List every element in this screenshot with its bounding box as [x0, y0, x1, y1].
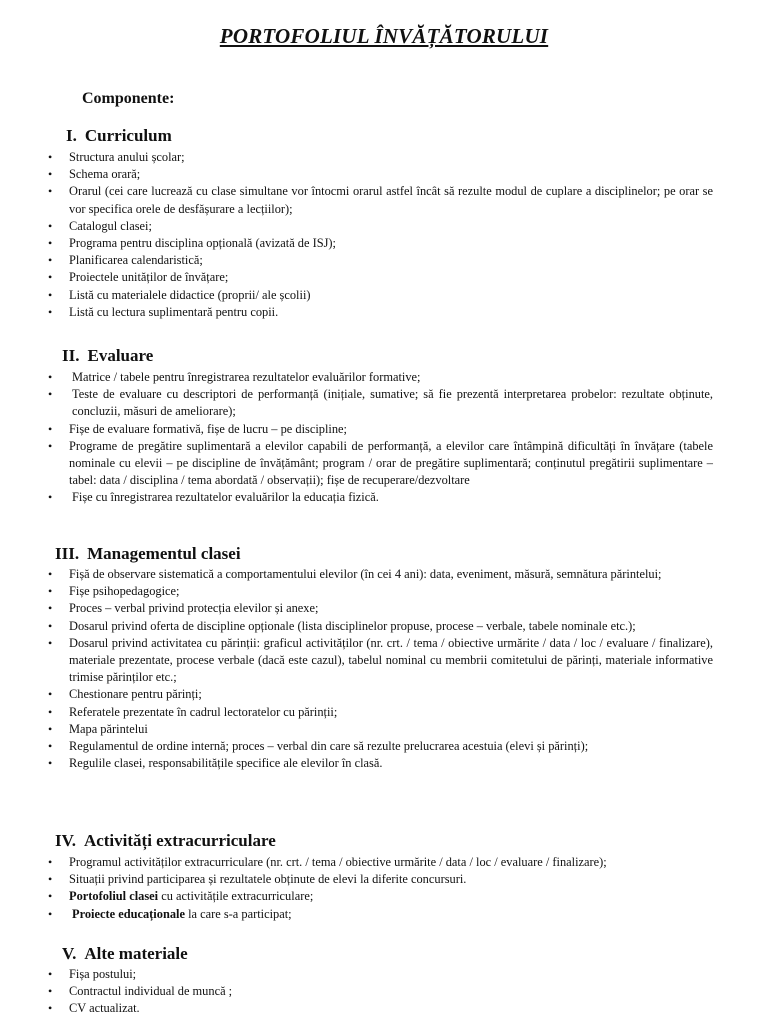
- section-heading-activitati-extracurriculare: [55, 831, 276, 851]
- list-item: • Dosarul privind activitatea cu părinții: graficul activităților (nr. crt. / tema / obiective urmărite / data / loc / evaluare / finalizare), materiale prezentate, procese verbale (dacă este cazul), tabelul nominal cu membrii comitetului de părinți, materiale informative trimise părinților etc.;: [48, 635, 713, 687]
- list-item: • CV actualizat.: [48, 1000, 713, 1017]
- section-title: Alte materiale: [84, 944, 188, 963]
- list-item: • Planificarea calendaristică;: [48, 252, 713, 269]
- section-title: Activități extracurriculare: [83, 831, 276, 850]
- section-heading-curriculum: [66, 126, 172, 146]
- list-item: • Fișe cu înregistrarea rezultatelor evaluărilor la educația fizică.: [48, 489, 713, 506]
- section-title: Curriculum: [84, 126, 172, 145]
- section-list-curriculum: [48, 149, 713, 321]
- list-item: • Programe de pregătire suplimentară a elevilor capabili de performanță, a elevilor care întâmpină dificultăți în învățare (tabele nominale cu elevii – pe discipline de învățământ; program / orar de pregătire suplimentară; conținutul pregătirii suplimentare – tabel: data / disciplina / tema abordată / observații); fișe de recuperare/dezvoltare: [48, 438, 713, 490]
- bold-label: Proiecte educaționale: [72, 906, 185, 921]
- list-item: • Fișă de observare sistematică a comportamentului elevilor (în cei 4 ani): data, eveniment, măsură, semnătura părintelui;: [48, 566, 713, 583]
- list-item: • Regulile clasei, responsabilitățile specifice ale elevilor în clasă.: [48, 755, 713, 772]
- section-number: V.: [62, 944, 77, 963]
- list-item: • Chestionare pentru părinți;: [48, 686, 713, 703]
- list-item: • Catalogul clasei;: [48, 218, 713, 235]
- section-list-evaluare: [48, 369, 713, 507]
- list-item: • Contractul individual de muncă ;: [48, 983, 713, 1000]
- item-text: cu activitățile extracurriculare;: [158, 889, 314, 904]
- list-item: [48, 906, 713, 923]
- list-item: • Programul activităților extracurriculare (nr. crt. / tema / obiective urmărite / data / loc / evaluare / finalizare);: [48, 854, 713, 871]
- list-item: • Orarul (cei care lucrează cu clase simultane vor întocmi orarul astfel încât să rezulte modul de cuplare a disciplinelor; pe orar se vor specifica orele de desfășurare a lecțiilor);: [48, 183, 713, 217]
- list-item: • Matrice / tabele pentru înregistrarea rezultatelor evaluărilor formative;: [48, 369, 713, 386]
- section-list-activitati-extracurriculare: [48, 854, 713, 923]
- list-item: • Programa pentru disciplina opțională (avizată de ISJ);: [48, 235, 713, 252]
- section-number: II.: [62, 346, 80, 365]
- list-item: • Referatele prezentate în cadrul lectoratelor cu părinții;: [48, 704, 713, 721]
- list-item: • Proiectele unităților de învățare;: [48, 269, 713, 286]
- list-item: • Listă cu lectura suplimentară pentru copii.: [48, 304, 713, 321]
- list-item: • Mapa părintelui: [48, 721, 713, 738]
- list-item: • Fișe psihopedagogice;: [48, 583, 713, 600]
- components-label: Componente:: [82, 90, 175, 107]
- section-heading-evaluare: [62, 346, 153, 366]
- section-title: Managementul clasei: [87, 544, 241, 563]
- section-number: I.: [66, 126, 77, 145]
- list-item: • Proces – verbal privind protecția elevilor și anexe;: [48, 600, 713, 617]
- list-item: • Listă cu materialele didactice (proprii/ ale școlii): [48, 287, 713, 304]
- list-item: • Fișa postului;: [48, 966, 713, 983]
- document-title: PORTOFOLIUL ÎNVĂȚĂTORULUI: [219, 24, 549, 48]
- section-list-alte-materiale: [48, 966, 713, 1018]
- section-list-managementul-clasei: [48, 566, 713, 772]
- list-item: • Dosarul privind oferta de discipline opționale (lista disciplinelor propuse, procese – verbale, tabele nominale etc.);: [48, 618, 713, 635]
- list-item: [48, 888, 713, 905]
- item-text: la care s-a participat;: [184, 906, 292, 921]
- section-heading-alte-materiale: [62, 944, 188, 964]
- list-item: • Situații privind participarea și rezultatele obținute de elevi la diferite concursuri.: [48, 871, 713, 888]
- list-item: • Regulamentul de ordine internă; proces – verbal din care să rezulte prelucrarea acestuia (elevi și părinți);: [48, 738, 713, 755]
- section-number: IV.: [55, 831, 76, 850]
- bold-label: Portofoliul clasei: [69, 889, 159, 904]
- list-item: • Structura anului școlar;: [48, 149, 713, 166]
- list-item: • Teste de evaluare cu descriptori de performanță (inițiale, sumative; să fie prezentă interpretarea probelor: rezultate obținute, concluzii, măsuri de ameliorare);: [48, 386, 713, 420]
- list-item: • Fișe de evaluare formativă, fișe de lucru – pe discipline;: [48, 421, 713, 438]
- section-title: Evaluare: [87, 346, 154, 365]
- section-heading-managementul-clasei: [55, 544, 241, 564]
- section-number: III.: [55, 544, 80, 563]
- list-item: • Schema orară;: [48, 166, 713, 183]
